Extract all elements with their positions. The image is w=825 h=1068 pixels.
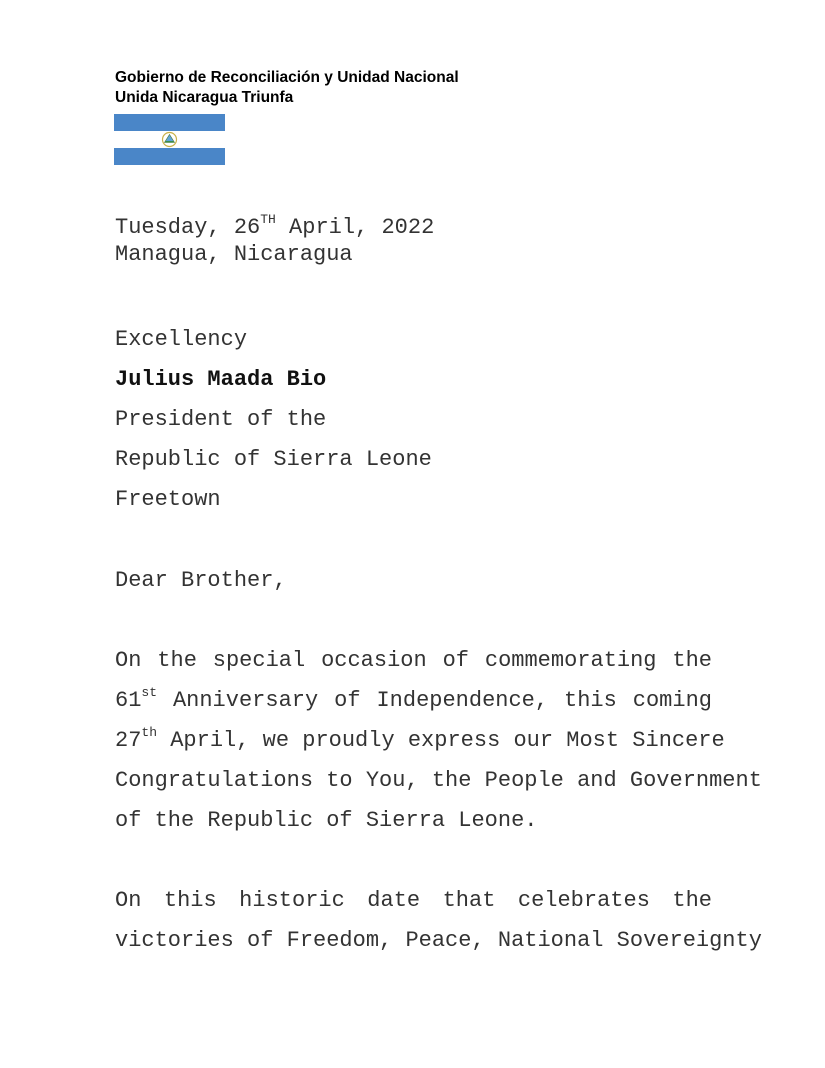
paragraph-line: Congratulations to You, the People and Government [115,768,762,793]
letter-date: Tuesday, 26TH April, 2022 [115,212,435,240]
ordinal-suffix: st [141,685,158,700]
paragraph-line: victories of Freedom, Peace, National Sovereignty [115,928,762,953]
nicaragua-flag-icon [114,114,225,165]
recipient-city: Freetown [115,487,221,512]
recipient-title: Excellency [115,327,248,352]
ordinal-suffix: th [141,725,158,740]
paragraph-line: 61st Anniversary of Independence, this coming [115,685,712,713]
body-paragraph-2 [115,881,762,961]
salutation: Dear Brother, [115,568,287,593]
recipient-block [115,320,432,520]
body-paragraph-1 [115,641,762,841]
paragraph-line: On the special occasion of commemorating the [115,648,712,673]
date-block [115,214,434,268]
coat-of-arms-icon [163,133,177,147]
paragraph-line: of the Republic of Sierra Leone. [115,808,538,833]
paragraph-line: 27th April, we proudly express our Most Sincere [115,725,725,753]
date-ordinal-suffix: TH [260,212,276,227]
flag-stripe-bottom [114,148,225,165]
flag-stripe-top [114,114,225,131]
letter-place: Managua, Nicaragua [115,242,353,267]
letterhead-government-name: Gobierno de Reconciliación y Unidad Nacional [115,69,459,86]
recipient-office-line2: Republic of Sierra Leone [115,447,432,472]
paragraph-line: On this historic date that celebrates the [115,888,712,913]
recipient-office-line1: President of the [115,407,327,432]
recipient-name: Julius Maada Bio [115,367,327,392]
letterhead-slogan: Unida Nicaragua Triunfa [115,89,294,106]
letterhead [115,68,459,108]
